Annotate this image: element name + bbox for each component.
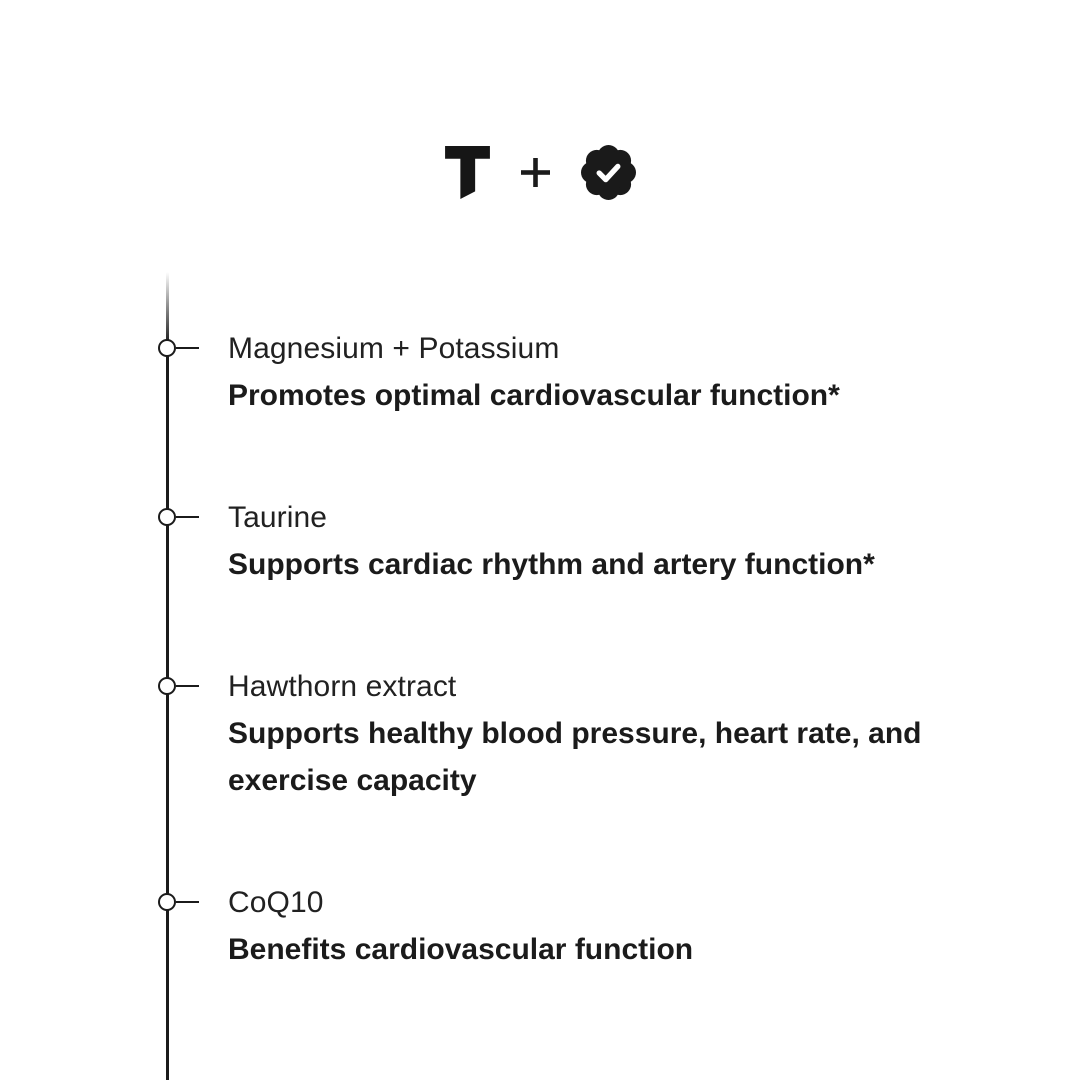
- list-item-coq10: [228, 879, 938, 973]
- plus-icon: [521, 158, 550, 187]
- ingredient-benefit: Benefits cardiovascular function: [228, 933, 694, 966]
- ingredient-list: [228, 325, 938, 973]
- node-circle-icon: [158, 677, 176, 695]
- node-tick-icon: [176, 685, 199, 688]
- ingredient-name: Magnesium + Potassium: [228, 332, 560, 365]
- timeline-node-icon: [158, 508, 199, 526]
- timeline-node-icon: [158, 893, 199, 911]
- ingredient-benefit: Supports cardiac rhythm and artery function*: [228, 548, 875, 581]
- ingredient-benefit: Supports healthy blood pressure, heart rate, and exercise capacity: [228, 717, 922, 797]
- verified-badge-icon: [581, 145, 636, 200]
- node-tick-icon: [176, 901, 199, 904]
- list-item-hawthorn-extract: [228, 663, 938, 804]
- list-item-magnesium-potassium: [228, 325, 938, 419]
- timeline-node-icon: [158, 677, 199, 695]
- node-circle-icon: [158, 339, 176, 357]
- ingredient-name: Taurine: [228, 501, 328, 534]
- node-circle-icon: [158, 508, 176, 526]
- brand-t-logo-icon: [445, 146, 490, 199]
- ingredient-name: CoQ10: [228, 886, 324, 919]
- list-item-taurine: [228, 494, 938, 588]
- node-tick-icon: [176, 347, 199, 350]
- ingredient-benefit: Promotes optimal cardiovascular function*: [228, 379, 840, 412]
- brand-lockup: [0, 145, 1080, 200]
- ingredient-name: Hawthorn extract: [228, 670, 457, 703]
- timeline-node-icon: [158, 339, 199, 357]
- node-tick-icon: [176, 516, 199, 519]
- node-circle-icon: [158, 893, 176, 911]
- timeline-line: [166, 272, 169, 1080]
